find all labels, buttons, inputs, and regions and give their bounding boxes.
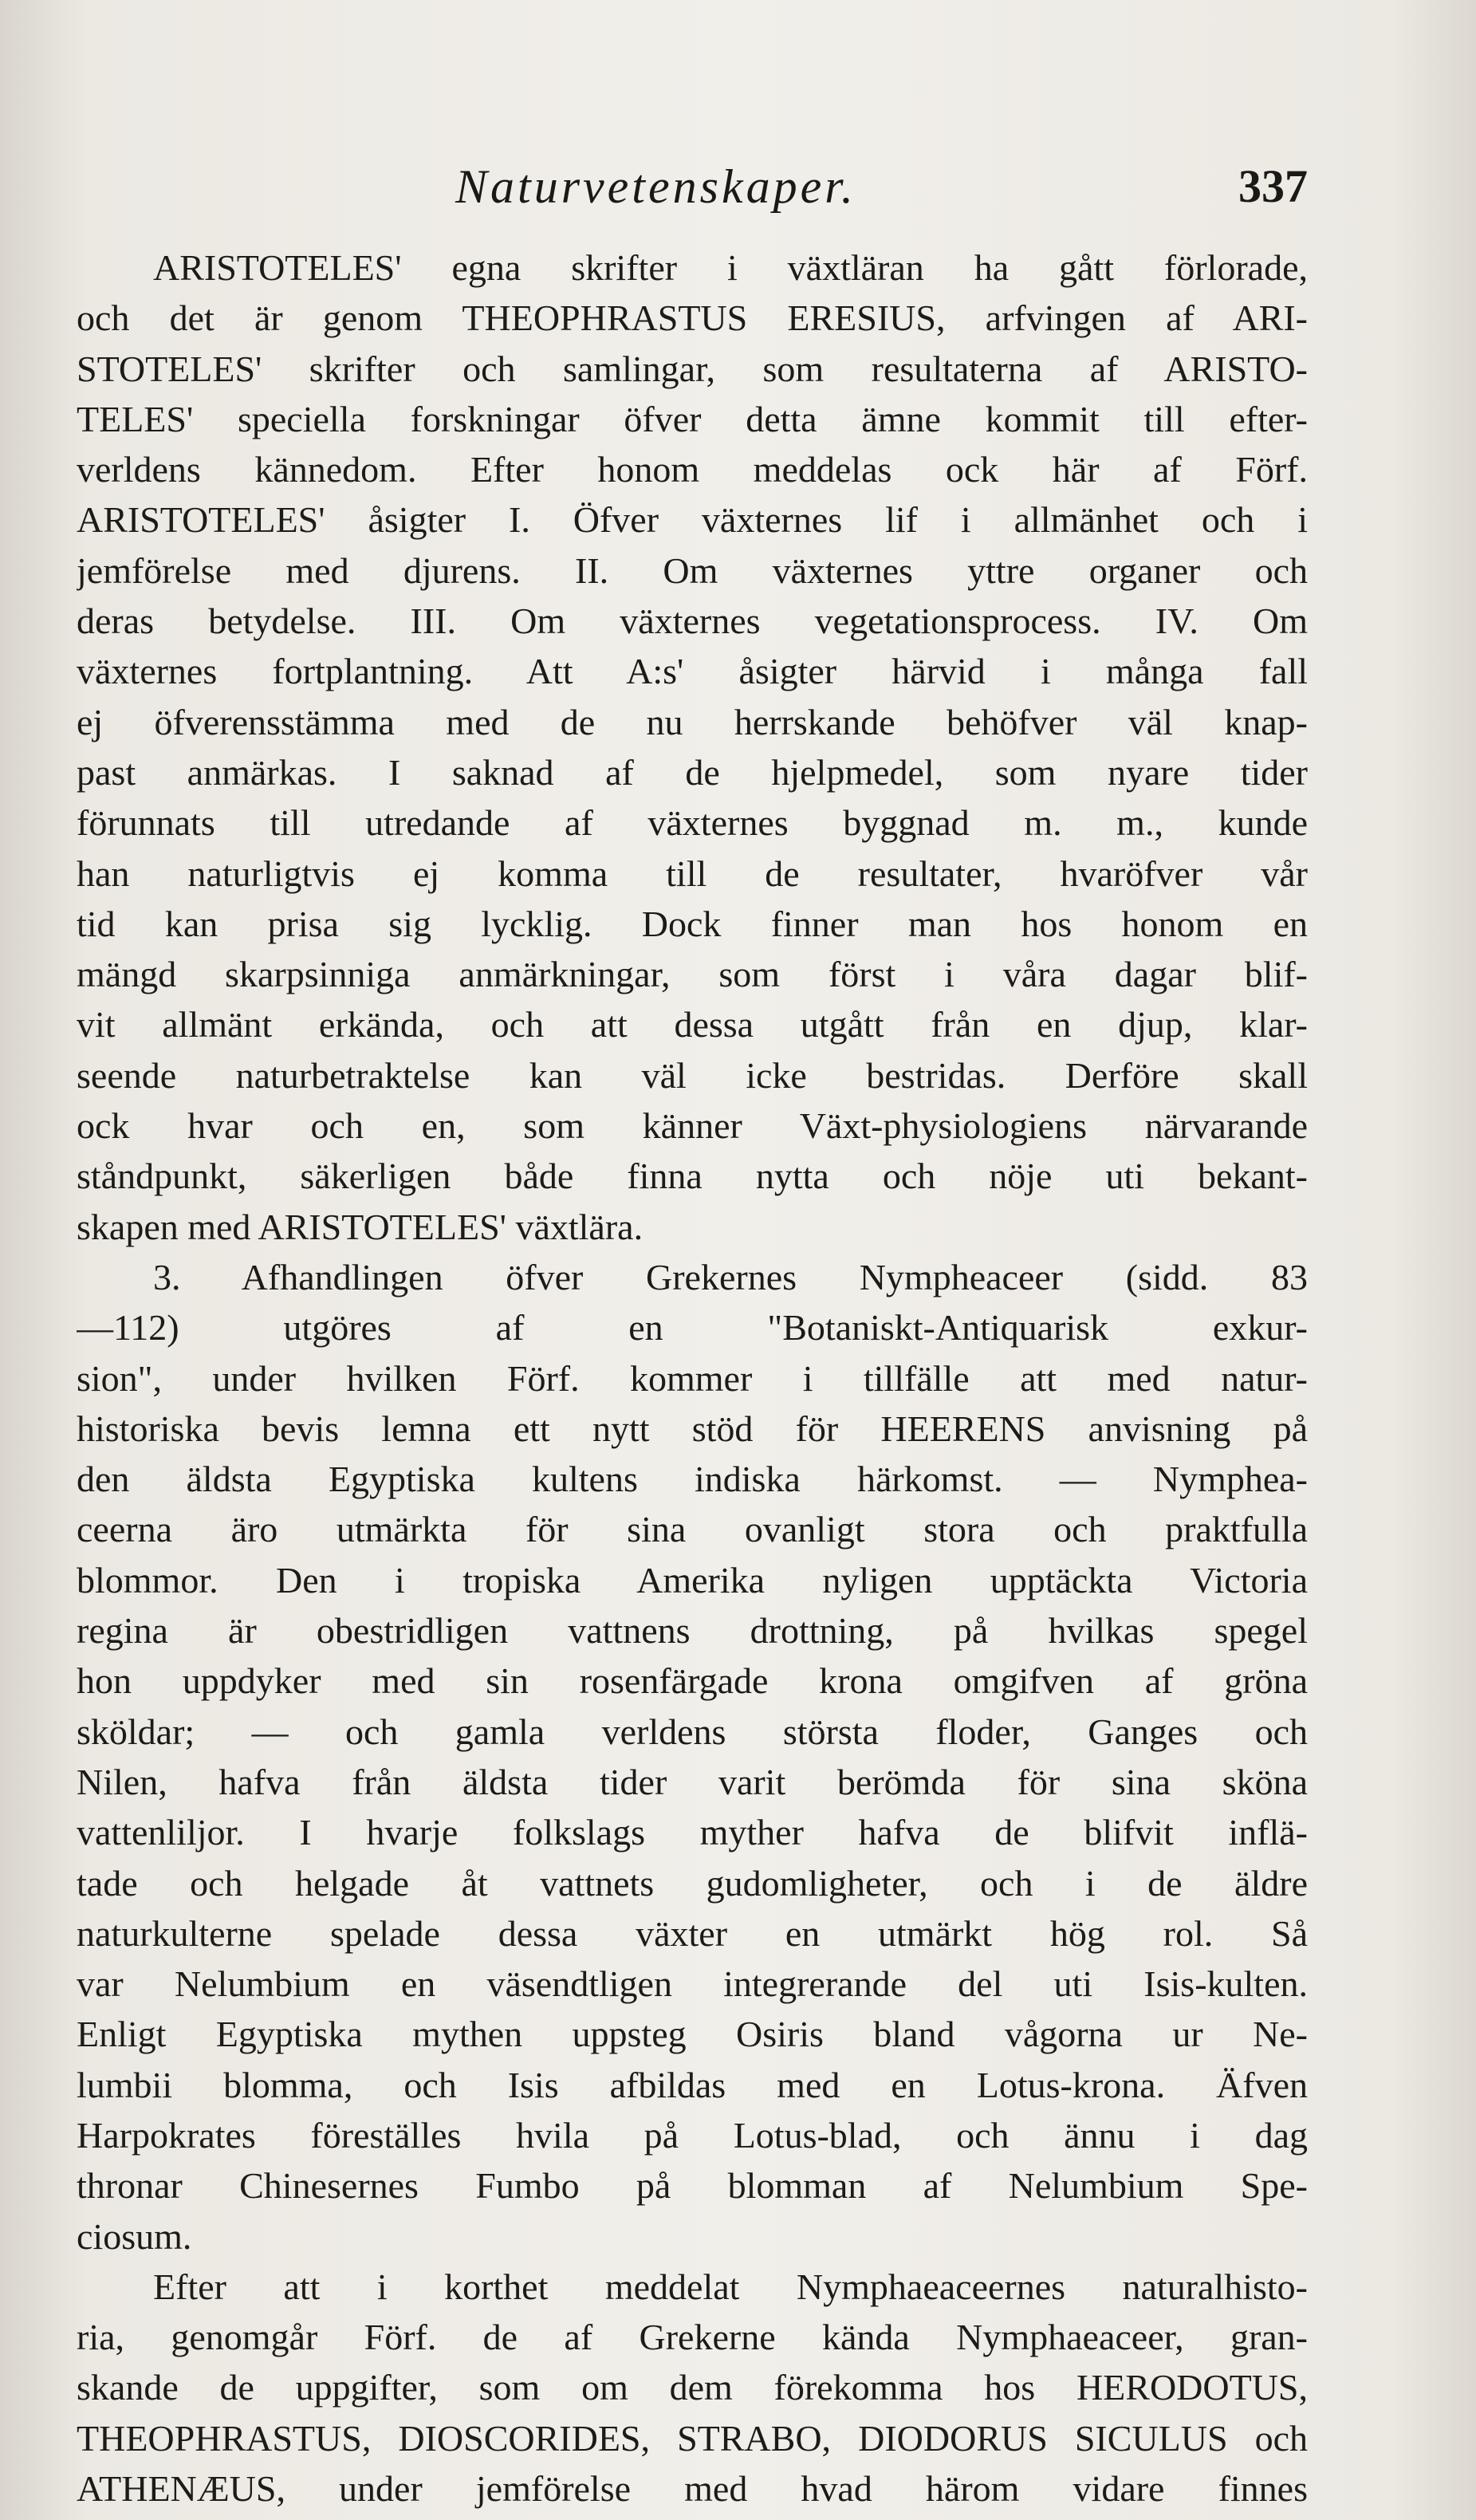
text-line: thronar Chinesernes Fumbo på blomman af Nelumbium Spe- [77,2165,1308,2207]
text-line: Nilen, hafva från äldsta tider varit berömda för sina sköna [77,1761,1308,1802]
text-line: sköldar; — och gamla verldens största floder, Ganges och [77,1711,1308,1752]
text-line: ock hvar och en, som känner Växt-physiologiens närvarande [77,1105,1308,1147]
text-line: TELES' speciella forskningar öfver detta ämne kommit till efter- [77,398,1308,439]
text-line: ej öfverensstämma med de nu herrskande behöfver väl knap- [77,701,1308,742]
text-line: tade och helgade åt vattnets gudomligheter, och i de äldre [77,1862,1308,1904]
text-line: regina är obestridligen vattnens drottning, på hvilkas spegel [77,1610,1308,1652]
text-line: ATHENÆUS, under jemförelse med hvad härom vidare finnes [77,2468,1308,2510]
text-line: lumbii blomma, och Isis afbildas med en Lotus-krona. Äfven [77,2064,1308,2105]
text-line: historiska bevis lemna ett nytt stöd för HEERENS anvisning på [77,1408,1308,1449]
running-title: Naturvetenskaper. [455,160,856,213]
text-line: 3. Afhandlingen öfver Grekernes Nympheaceer (sidd. 83 [153,1256,1308,1297]
text-line: förunnats till utredande af växternes byggnad m. m., kunde [77,802,1308,844]
text-line: växternes fortplantning. Att A:s' åsigter härvid i många fall [77,651,1308,692]
text-line: deras betydelse. III. Om växternes vegetationsprocess. IV. Om [77,600,1308,642]
paragraph-aristoteles [77,242,1308,1252]
text-line: verldens kännedom. Efter honom meddelas ock här af Förf. [77,449,1308,490]
text-line: ceerna äro utmärkta för sina ovanligt stora och praktfulla [77,1509,1308,1550]
text-line: ARISTOTELES' egna skrifter i växtläran ha gått förlorade, [153,247,1308,288]
page-number: 337 [1238,160,1308,212]
text-line: sion", under hvilken Förf. kommer i tillfälle att med natur- [77,1357,1308,1399]
body-text [77,242,1308,2514]
paragraph-naturalhistoria [77,2262,1308,2514]
text-line: han naturligtvis ej komma till de resultater, hvaröfver vår [77,852,1308,894]
text-line: Enligt Egyptiska mythen uppsteg Osiris bland vågorna ur Ne- [77,2014,1308,2055]
text-line: naturkulterne spelade dessa växter en utmärkt hög rol. Så [77,1912,1308,1954]
text-line: —112) utgöres af en "Botaniskt-Antiquarisk exkur- [77,1307,1308,1349]
text-line: STOTELES' skrifter och samlingar, som resultaterna af ARISTO- [77,348,1308,389]
text-line: hon uppdyker med sin rosenfärgade krona omgifven af gröna [77,1660,1308,1702]
text-line: THEOPHRASTUS, DIOSCORIDES, STRABO, DIODORUS SICULUS och [77,2417,1308,2459]
text-line: seende naturbetraktelse kan väl icke bestridas. Derföre skall [77,1054,1308,1096]
text-line: tid kan prisa sig lycklig. Dock finner man hos honom en [77,903,1308,944]
text-line: vattenliljor. I hvarje folkslags myther hafva de blifvit inflä- [77,1812,1308,1853]
text-line: den äldsta Egyptiska kultens indiska härkomst. — Nymphea- [77,1459,1308,1500]
text-line: ARISTOTELES' åsigter I. Öfver växternes lif i allmänhet och i [77,499,1308,541]
text-line: mängd skarpsinniga anmärkningar, som först i våra dagar blif- [77,954,1308,995]
text-line: blommor. Den i tropiska Amerika nyligen upptäckta Victoria [77,1559,1308,1601]
text-line: Harpokrates föreställes hvila på Lotus-blad, och ännu i dag [77,2114,1308,2156]
text-line: past anmärkas. I saknad af de hjelpmedel, som nyare tider [77,751,1308,793]
text-line: ria, genomgår Förf. de af Grekerne kända Nymphaeaceer, gran- [77,2317,1308,2358]
text-line: vit allmänt erkända, och att dessa utgått från en djup, klar- [77,1004,1308,1045]
text-line: Efter att i korthet meddelat Nymphaeaceernes naturalhisto- [153,2266,1308,2307]
paragraph-nympheaceer [77,1252,1308,2262]
text-line: jemförelse med djurens. II. Om växternes yttre organer och [77,549,1308,591]
text-line: ståndpunkt, säkerligen både finna nytta och nöje uti bekant- [77,1156,1308,1197]
text-line: skande de uppgifter, som om dem förekomma hos HERODOTUS, [77,2367,1308,2408]
text-line: var Nelumbium en väsendtligen integrerande del uti Isis-kulten. [77,1963,1308,2005]
text-line: ciosum. [77,2215,192,2257]
text-line: och det är genom THEOPHRASTUS ERESIUS, arfvingen af ARI- [77,297,1308,339]
page-header [77,159,1308,215]
text-line: skapen med ARISTOTELES' växtlära. [77,1206,644,1247]
